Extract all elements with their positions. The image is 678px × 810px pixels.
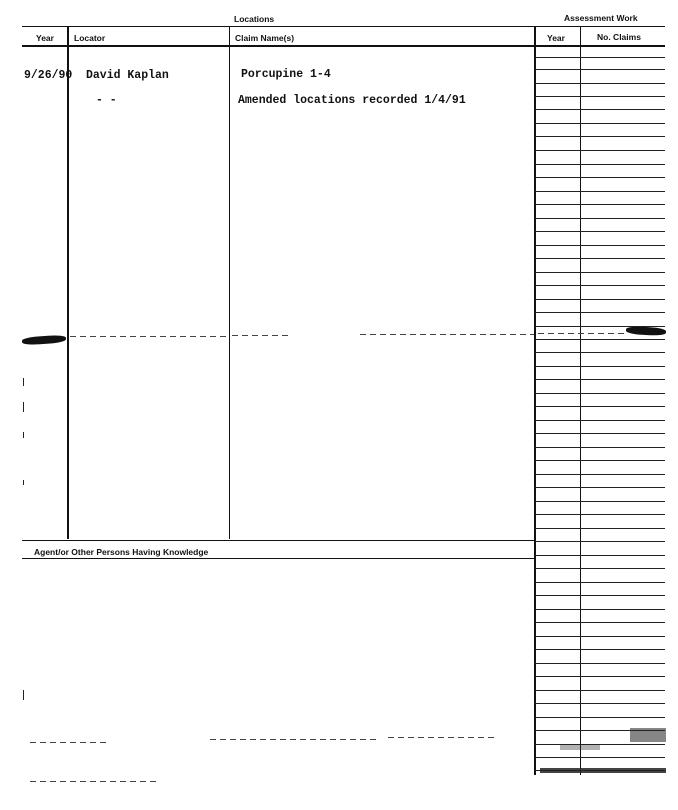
agent-label: Agent/or Other Persons Having Knowledge (34, 547, 209, 557)
bottom-dark-smear (560, 744, 600, 750)
agent-section-bottom-rule (22, 558, 535, 559)
entry-date: 9/26/90 (24, 69, 73, 82)
assessment-work-heading: Assessment Work (564, 13, 638, 23)
no-claims-column-header: No. Claims (597, 32, 641, 42)
bottom-noise-line (30, 742, 110, 743)
scan-speck (23, 690, 24, 700)
aw-year-column-header: Year (547, 33, 565, 43)
scan-speck (23, 402, 24, 412)
fold-line-segment (360, 334, 534, 335)
scan-speck (23, 378, 24, 386)
bottom-noise-line (30, 781, 160, 782)
year-locator-divider (67, 27, 69, 539)
locator-claim-divider (229, 27, 230, 539)
top-rule (22, 26, 665, 27)
scan-speck (23, 432, 24, 438)
agent-section-top-rule (22, 540, 535, 541)
locations-heading: Locations (234, 14, 275, 24)
bottom-noise-line (388, 737, 498, 738)
fold-line-segment (70, 336, 228, 337)
bottom-dark-smear (540, 768, 666, 773)
scan-mark-right (626, 326, 666, 336)
entry-amendment-note: Amended locations recorded 1/4/91 (238, 94, 466, 107)
claim-names-column-header: Claim Name(s) (235, 33, 295, 43)
fold-line-segment (538, 333, 626, 334)
fold-line-segment (232, 335, 292, 336)
year-column-header: Year (36, 33, 54, 43)
entry-ditto-marks: - - (96, 94, 117, 107)
entry-claim: Porcupine 1-4 (241, 68, 331, 81)
entry-locator: David Kaplan (86, 69, 169, 82)
scan-speck (23, 480, 24, 485)
bottom-noise-line (210, 739, 380, 740)
header-bottom-rule (22, 45, 665, 47)
bottom-dark-smear (630, 728, 666, 742)
locator-column-header: Locator (74, 33, 106, 43)
scan-mark-left (22, 334, 66, 345)
